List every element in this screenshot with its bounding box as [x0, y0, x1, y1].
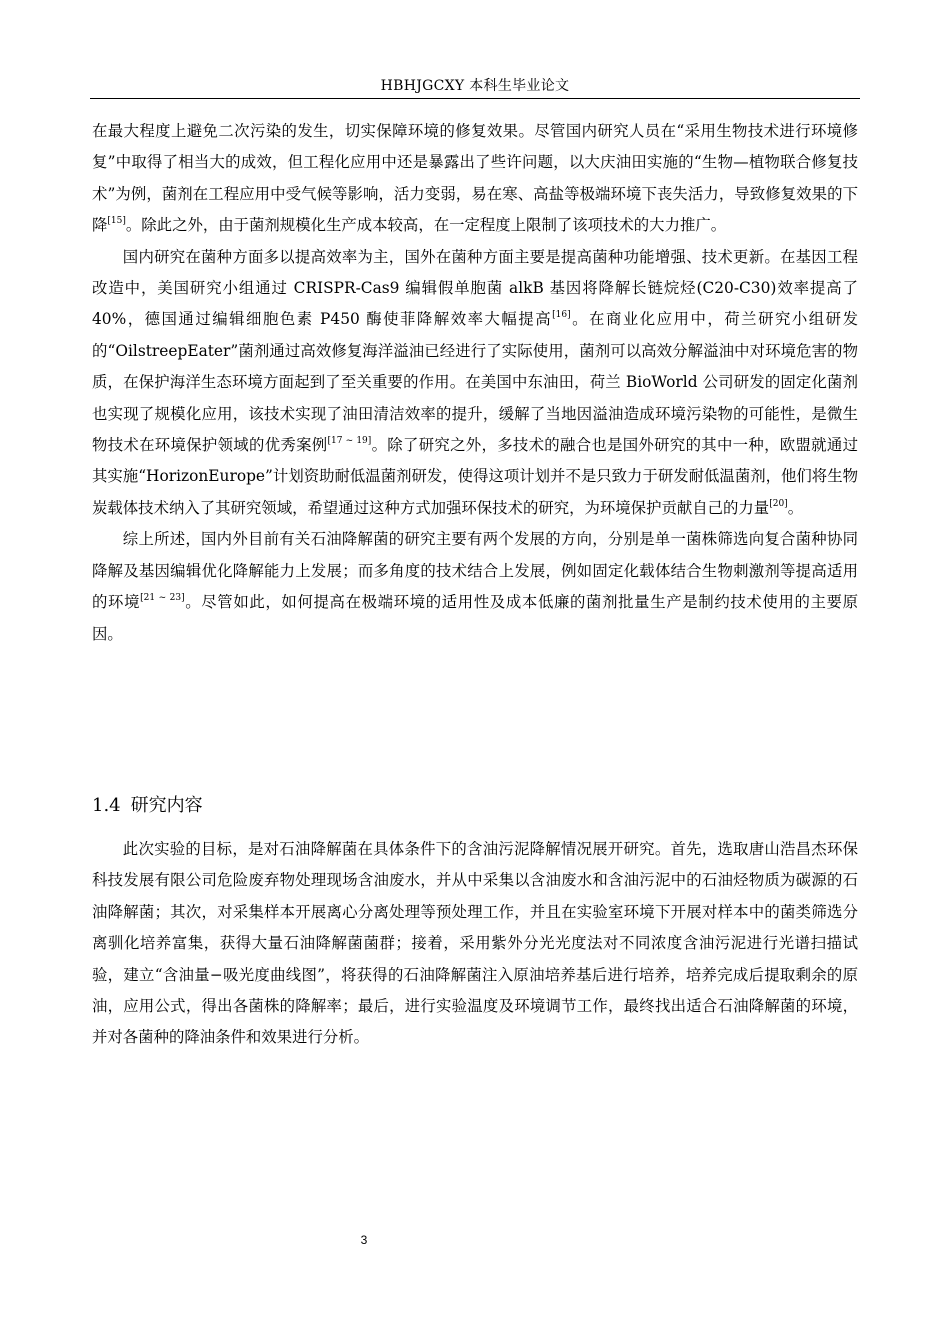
page-number: 3: [360, 1233, 368, 1247]
header-rule: [90, 98, 860, 99]
paragraph-4: 此次实验的目标，是对石油降解菌在具体条件下的含油污泥降解情况展开研究。首先，选取唐山浩昌杰环保科技发展有限公司危险废弃物处理现场含油废水，并从中采集以含油废水和含油污泥中的石油烃物质为碳源的石油降解菌；其次，对采集样本开展离心分离处理等预处理工作，并且在实验室环境下开展对样本中的菌类筛选分离驯化培养富集，获得大量石油降解菌菌群；接着，采用紫外分光光度法对不同浓度含油污泥进行光谱扫描试验，建立“含油量−吸光度曲线图”，将获得的石油降解菌注入原油培养基后进行培养，培养完成后提取剩余的原油，应用公式，得出各菌株的降解率；最后，进行实验温度及环境调节工作，最终找出适合石油降解菌的环境，并对各菌种的降油条件和效果进行分析。: [92, 840, 858, 1047]
section-title: 研究内容: [130, 795, 203, 816]
paragraph-2-text-d: 。: [787, 498, 804, 517]
section-number: 1.4: [92, 795, 121, 816]
section-body: [92, 834, 858, 1054]
paragraph-2-text-c: 。除了研究之外，多技术的融合也是国外研究的其中一种，欧盟就通过其实施“HorizonEurope”计划资助耐低温菌剂研发，使得这项计划并不是只致力于研发耐低温菌剂，他们将生物炭载体技术纳入了其研究领域，希望通过这种方式加强环保技术的研究，为环境保护贡献自己的力量: [92, 436, 858, 517]
paragraph-1: [92, 116, 858, 242]
paragraph-3: [92, 524, 858, 650]
paragraph-1-tail: 。除此之外，由于菌剂规模化生产成本较高，在一定程度上限制了该项技术的大力推广。: [125, 216, 727, 235]
paragraph-2-text-b: 。在商业化应用中，荷兰研究小组研发的“OilstreepEater”菌剂通过高效修复海洋溢油已经进行了实际使用，菌剂可以高效分解溢油中对环境危害的物质，在保护海洋生态环境方面起到了至关重要的作用。在美国中东油田，荷兰 BioWorld 公司研发的固定化菌剂也实现了规模化应用，该技术实现了油田清洁效率的提升，缓解了当地因溢油造成环境污染物的可能性，是微生物技术在环境保护领域的优秀案例: [92, 310, 858, 455]
paragraph-2: [92, 242, 858, 525]
citation: [20]: [769, 498, 788, 509]
paragraph-3-text-b: 。尽管如此，如何提高在极端环境的适用性及成本低廉的菌剂批量生产是制约技术使用的主要原因。: [92, 593, 858, 643]
citation: [15]: [107, 216, 126, 227]
paragraph-2-text-a: 国内研究在菌种方面多以提高效率为主，国外在菌种方面主要是提高菌种功能增强、技术更新。在基因工程改造中，美国研究小组通过 CRISPR-Cas9 编辑假单胞菌 alkB 基因将降解长链烷烃(C20-C30)效率提高了 40%，德国通过编辑细胞色素 P450 酶使菲降解效率大幅提高: [92, 247, 858, 329]
running-header: HBHJGCXY 本科生毕业论文: [380, 78, 570, 94]
body-text: [92, 116, 858, 650]
citation: [16]: [552, 310, 571, 321]
paragraph-3-text-a: 综上所述，国内外目前有关石油降解菌的研究主要有两个发展的方向，分别是单一菌株筛选向复合菌种协同降解及基因编辑优化降解能力上发展；而多角度的技术结合上发展，例如固定化载体结合生物刺激剂等提高适用的环境: [92, 530, 858, 612]
citation: [21 ~ 23]: [140, 593, 185, 604]
section-heading: [92, 792, 203, 820]
paragraph-1-text: 在最大程度上避免二次污染的发生，切实保障环境的修复效果。尽管国内研究人员在“采用生物技术进行环境修复”中取得了相当大的成效，但工程化应用中还是暴露出了些许问题，以大庆油田实施的“生物—植物联合修复技术”为例，菌剂在工程应用中受气候等影响，活力变弱，易在寒、高盐等极端环境下丧失活力，导致修复效果的下降: [92, 122, 858, 235]
citation: [17 ~ 19]: [327, 436, 372, 447]
